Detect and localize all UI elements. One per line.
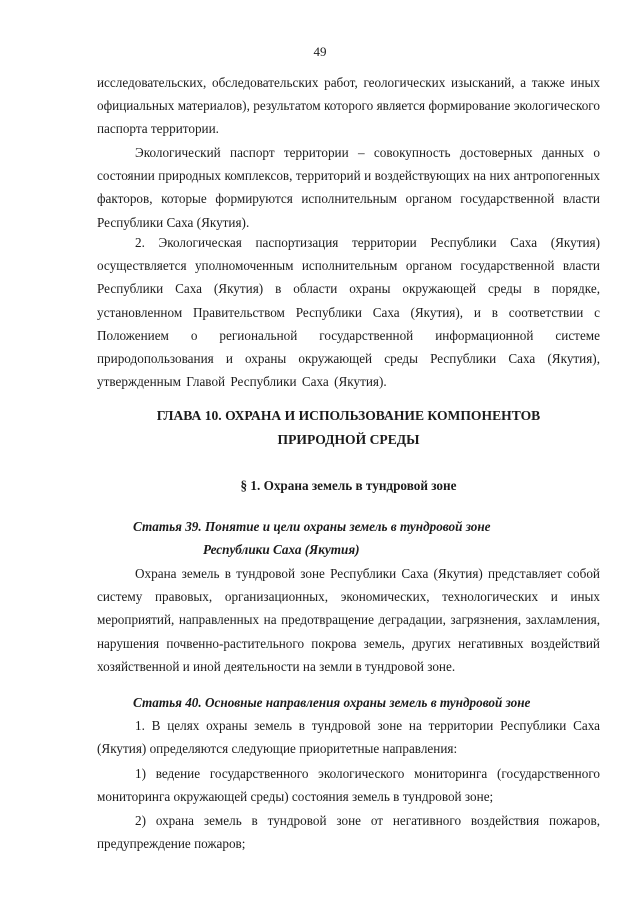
chapter-heading (97, 404, 600, 452)
article-39-heading-line1: Статья 39. Понятие и цели охраны земель в тундровой зоне (133, 519, 491, 534)
paragraph-text: исследовательских, обследовательских работ, геологических изысканий, а также иных официальных материалов), результатом которого является формирование экологического паспорта территории. (97, 75, 600, 137)
article-39-heading-line2: Республики Саха (Якутия) (203, 542, 360, 557)
paragraph-text: 1. В целях охраны земель в тундровой зоне на территории Республики Саха (Якутия) определяются следующие приоритетные направления: (97, 718, 600, 757)
paragraph-text: Экологический паспорт территории – совокупность достоверных данных о состоянии природных комплексов, территорий и воздействующих на них антропогенных факторов, которые формируются исполнительным органом государственной власти Республики Саха (Якутия). (97, 145, 600, 230)
paragraph-item-2 (97, 231, 600, 393)
paragraph-continuation (97, 71, 600, 141)
chapter-heading-line1: ГЛАВА 10. ОХРАНА И ИСПОЛЬЗОВАНИЕ КОМПОНЕНТОВ (156, 408, 541, 423)
paragraph-40-1-2 (97, 809, 600, 855)
paragraph-text: Охрана земель в тундровой зоне Республики Саха (Якутия) представляет собой систему правовых, организационных, экономических, технологических и иных мероприятий, направленных на предотвращение деградации, загрязнения, захламления, нарушения почвенно-растительного покрова земель, других негативных воздействий хозяйственной и иной деятельности на земли в тундровой зоне. (97, 566, 600, 674)
paragraph-text: 2) охрана земель в тундровой зоне от негативного воздействия пожаров, предупреждение пожаров; (97, 813, 600, 852)
section-heading: § 1. Охрана земель в тундровой зоне (240, 478, 457, 493)
chapter-heading-line2: ПРИРОДНОЙ СРЕДЫ (277, 432, 420, 447)
paragraph-text: 2. Экологическая паспортизация территории Республики Саха (Якутия) осуществляется уполномоченным исполнительным органом государственной власти Республики Саха (Якутия) в области охраны окружающей среды в порядке, установленном Правительством Республики Саха (Якутия), и в соответствии с Положением о региональной государственной информационной системе природопользования и охраны окружающей среды Республики Саха (Якутия), утвержденным Главой Республики Саха (Якутия). (97, 235, 600, 390)
article-39-heading (133, 515, 603, 561)
article-40-heading: Статья 40. Основные направления охраны земель в тундровой зоне (133, 695, 531, 710)
paragraph-40-1 (97, 714, 600, 760)
page-number: 49 (313, 44, 327, 59)
paragraph-text: 1) ведение государственного экологического мониторинга (государственного мониторинга окружающей среды) состояния земель в тундровой зоне; (97, 766, 600, 805)
paragraph-40-1-1 (97, 762, 600, 808)
paragraph-ecological-passport (97, 141, 600, 234)
paragraph-article-39 (97, 562, 600, 678)
